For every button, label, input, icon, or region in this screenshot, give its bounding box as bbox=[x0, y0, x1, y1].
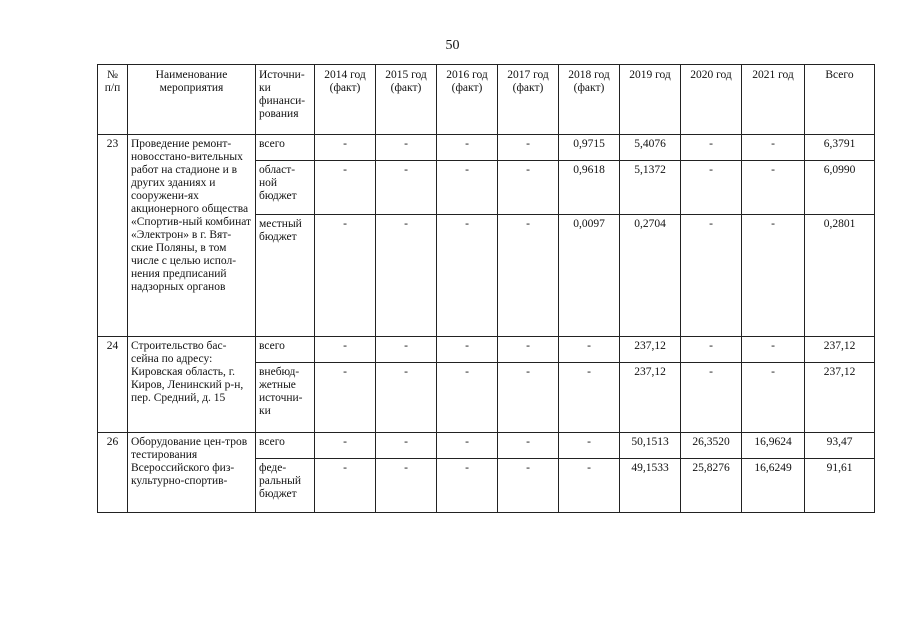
value-cell: 0,2704 bbox=[620, 215, 681, 337]
value-cell: - bbox=[498, 337, 559, 363]
value-cell: - bbox=[559, 337, 620, 363]
header-2021: 2021 год bbox=[742, 65, 805, 135]
financing-table bbox=[97, 64, 875, 513]
value-cell: - bbox=[559, 363, 620, 433]
value-cell: - bbox=[376, 433, 437, 459]
value-cell: - bbox=[681, 215, 742, 337]
source-cell: местный бюджет bbox=[256, 215, 315, 337]
value-cell: 50,1513 bbox=[620, 433, 681, 459]
header-source: Источни-ки финанси-рования bbox=[256, 65, 315, 135]
source-cell: всего bbox=[256, 433, 315, 459]
row-name: Строительство бас-сейна по адресу: Кировская область, г. Киров, Ленинский р-н, пер. Средний, д. 15 bbox=[128, 337, 256, 433]
page-number: 50 bbox=[445, 38, 460, 53]
source-cell: всего bbox=[256, 337, 315, 363]
source-cell: внебюд-жетные источни-ки bbox=[256, 363, 315, 433]
row-number: 23 bbox=[98, 135, 128, 337]
total-cell: 237,12 bbox=[805, 363, 875, 433]
source-cell: област-ной бюджет bbox=[256, 161, 315, 215]
value-cell: - bbox=[376, 363, 437, 433]
value-cell: - bbox=[376, 337, 437, 363]
header-2014: 2014 год (факт) bbox=[315, 65, 376, 135]
value-cell: - bbox=[559, 433, 620, 459]
value-cell: - bbox=[437, 135, 498, 161]
value-cell: - bbox=[315, 215, 376, 337]
value-cell: - bbox=[498, 459, 559, 513]
value-cell: 16,6249 bbox=[742, 459, 805, 513]
value-cell: - bbox=[498, 363, 559, 433]
header-2017: 2017 год (факт) bbox=[498, 65, 559, 135]
value-cell: - bbox=[437, 161, 498, 215]
value-cell: 16,9624 bbox=[742, 433, 805, 459]
value-cell: 0,9618 bbox=[559, 161, 620, 215]
header-2018: 2018 год (факт) bbox=[559, 65, 620, 135]
value-cell: - bbox=[681, 161, 742, 215]
header-total: Всего bbox=[805, 65, 875, 135]
value-cell: - bbox=[437, 337, 498, 363]
value-cell: - bbox=[498, 215, 559, 337]
row-number: 26 bbox=[98, 433, 128, 513]
header-name: Наименование мероприятия bbox=[128, 65, 256, 135]
row-name: Оборудование цен-тров тестирования Всероссийского физ-культурно-спортив- bbox=[128, 433, 256, 513]
value-cell: - bbox=[315, 135, 376, 161]
header-row bbox=[98, 65, 875, 135]
value-cell: - bbox=[315, 161, 376, 215]
value-cell: 0,0097 bbox=[559, 215, 620, 337]
total-cell: 93,47 bbox=[805, 433, 875, 459]
value-cell: 49,1533 bbox=[620, 459, 681, 513]
value-cell: 237,12 bbox=[620, 337, 681, 363]
value-cell: - bbox=[376, 161, 437, 215]
value-cell: - bbox=[681, 337, 742, 363]
value-cell: - bbox=[315, 459, 376, 513]
value-cell: - bbox=[742, 135, 805, 161]
value-cell: - bbox=[315, 363, 376, 433]
value-cell: 0,9715 bbox=[559, 135, 620, 161]
table-row bbox=[98, 135, 875, 161]
value-cell: - bbox=[437, 215, 498, 337]
value-cell: 26,3520 bbox=[681, 433, 742, 459]
table-row bbox=[98, 433, 875, 459]
value-cell: - bbox=[437, 459, 498, 513]
value-cell: 237,12 bbox=[620, 363, 681, 433]
total-cell: 91,61 bbox=[805, 459, 875, 513]
header-2019: 2019 год bbox=[620, 65, 681, 135]
value-cell: - bbox=[315, 337, 376, 363]
total-cell: 6,3791 bbox=[805, 135, 875, 161]
value-cell: - bbox=[559, 459, 620, 513]
value-cell: - bbox=[376, 215, 437, 337]
value-cell: - bbox=[498, 135, 559, 161]
value-cell: - bbox=[681, 135, 742, 161]
table-row bbox=[98, 337, 875, 363]
value-cell: - bbox=[437, 433, 498, 459]
header-num: № п/п bbox=[98, 65, 128, 135]
value-cell: - bbox=[498, 433, 559, 459]
header-2015: 2015 год (факт) bbox=[376, 65, 437, 135]
value-cell: - bbox=[681, 363, 742, 433]
header-2016: 2016 год (факт) bbox=[437, 65, 498, 135]
value-cell: - bbox=[742, 215, 805, 337]
value-cell: - bbox=[437, 363, 498, 433]
total-cell: 0,2801 bbox=[805, 215, 875, 337]
source-cell: феде-ральный бюджет bbox=[256, 459, 315, 513]
row-number: 24 bbox=[98, 337, 128, 433]
value-cell: - bbox=[376, 459, 437, 513]
value-cell: - bbox=[742, 337, 805, 363]
value-cell: 25,8276 bbox=[681, 459, 742, 513]
value-cell: - bbox=[315, 433, 376, 459]
header-2020: 2020 год bbox=[681, 65, 742, 135]
total-cell: 6,0990 bbox=[805, 161, 875, 215]
value-cell: - bbox=[376, 135, 437, 161]
row-name: Проведение ремонт-новосстано-вительных работ на стадионе и в других зданиях и сооружени-ях акционерного общества «Спортив-ный комбинат «Электрон» в г. Вят-ские Поляны, в том числе с целью испол-нения предписаний надзорных органов bbox=[128, 135, 256, 337]
value-cell: 5,4076 bbox=[620, 135, 681, 161]
value-cell: 5,1372 bbox=[620, 161, 681, 215]
total-cell: 237,12 bbox=[805, 337, 875, 363]
source-cell: всего bbox=[256, 135, 315, 161]
value-cell: - bbox=[742, 363, 805, 433]
value-cell: - bbox=[498, 161, 559, 215]
value-cell: - bbox=[742, 161, 805, 215]
